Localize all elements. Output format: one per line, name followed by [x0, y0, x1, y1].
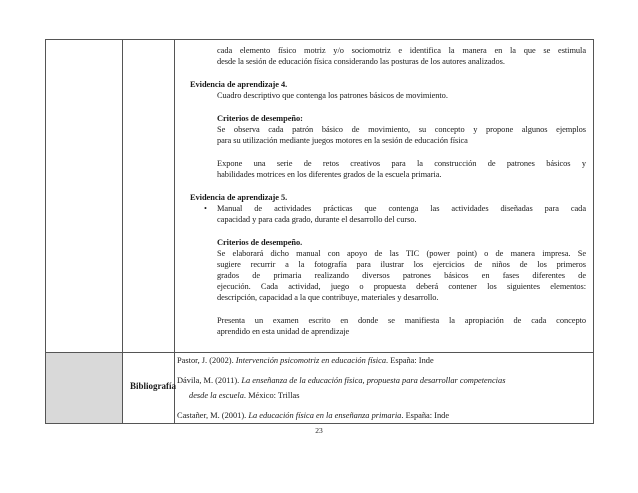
entry-1-author: Pastor, J. (2002).: [177, 356, 236, 365]
bibliography-entry-3: [177, 410, 587, 421]
evidence-5-bullet-line-1: Manual de actividades prácticas que contenga las actividades diseñadas para cada: [217, 204, 586, 213]
criteria-5-heading: Criterios de desempeño.: [217, 238, 303, 247]
entry-3-publisher: . España: Inde: [401, 411, 450, 420]
evidence-4-description: Cuadro descriptivo que contenga los patrones básicos de movimiento.: [217, 91, 448, 100]
entry-1-publisher: . España: Inde: [386, 356, 434, 365]
bibliography-entry-2: [177, 375, 587, 386]
criteria-5-line-5: descripción, capacidad a la que contribuye, materiales y desarrollo.: [217, 293, 439, 302]
bullet-icon: •: [204, 204, 207, 213]
intro-line-1: cada elemento físico motriz y/o sociomotriz e identifica la manera en la que se estimula: [217, 46, 586, 55]
criteria-4-line-1: Se observa cada patrón básico de movimiento, su concepto y propone algunos ejemplos: [217, 125, 586, 134]
table-top-border: [45, 39, 593, 40]
challenges-line-1: Expone una serie de retos creativos para la construcción de patrones básicos y: [217, 159, 586, 168]
evidence-5-bullet-line-2: capacidad y para cada grado, durante el desarrollo del curso.: [217, 215, 417, 224]
bibliography-label: Bibliografía: [130, 381, 177, 391]
exam-line-2: aprendido en esta unidad de aprendizaje: [217, 327, 350, 336]
table-right-border: [593, 39, 594, 424]
criteria-5-line-2: sugiere recurrir a la fotografía para ilustrar los ejercicios de niños de los primeros: [217, 260, 586, 269]
entry-2-title: La enseñanza de la educación física, propuesta para desarrollar competencias: [241, 376, 506, 385]
criteria-4-line-2: para su utilización mediante juegos motores en la sesión de educación física: [217, 136, 468, 145]
column-divider-1: [122, 39, 123, 424]
entry-3-title: La educación física en la enseñanza primaria: [248, 411, 402, 420]
exam-line-1: Presenta un examen escrito en donde se manifiesta la apropiación de cada concepto: [217, 316, 586, 325]
entry-3-author: Castañer, M. (2001).: [177, 411, 249, 420]
table-bottom-border: [45, 423, 593, 424]
entry-2-title-continued: desde la escuela: [189, 391, 244, 400]
shaded-cell: [46, 353, 122, 423]
bibliography-entry-1: [177, 355, 587, 366]
challenges-line-2: habilidades motrices en los diferentes grados de la escuela primaria.: [217, 170, 442, 179]
criteria-5-line-1: Se elaborará dicho manual con apoyo de las TIC (power point) o de manera impresa. Se: [217, 249, 586, 258]
evidence-5-heading: Evidencia de aprendizaje 5.: [190, 193, 288, 202]
evidence-4-heading: Evidencia de aprendizaje 4.: [190, 80, 288, 89]
criteria-5-line-4: ejecución. Cada actividad, juego o propuesta deberá contener los siguientes elementos:: [217, 282, 586, 291]
criteria-5-line-3: grados de primaria realizando diversos patrones básicos en fases diferentes de: [217, 271, 586, 280]
page-number: 23: [315, 426, 323, 435]
intro-line-2: desde la sesión de educación física considerando las posturas de los autores analizados.: [217, 57, 505, 66]
column-divider-2: [174, 39, 175, 424]
criteria-4-heading: Criterios de desempeño:: [217, 114, 303, 123]
entry-1-title: Intervención psicomotriz en educación física: [235, 356, 387, 365]
entry-2-publisher: . México: Trillas: [243, 391, 300, 400]
entry-2-author: Dávila, M. (2011).: [177, 376, 242, 385]
bibliography-entry-2-continued: [189, 390, 587, 401]
row-divider: [45, 352, 593, 353]
